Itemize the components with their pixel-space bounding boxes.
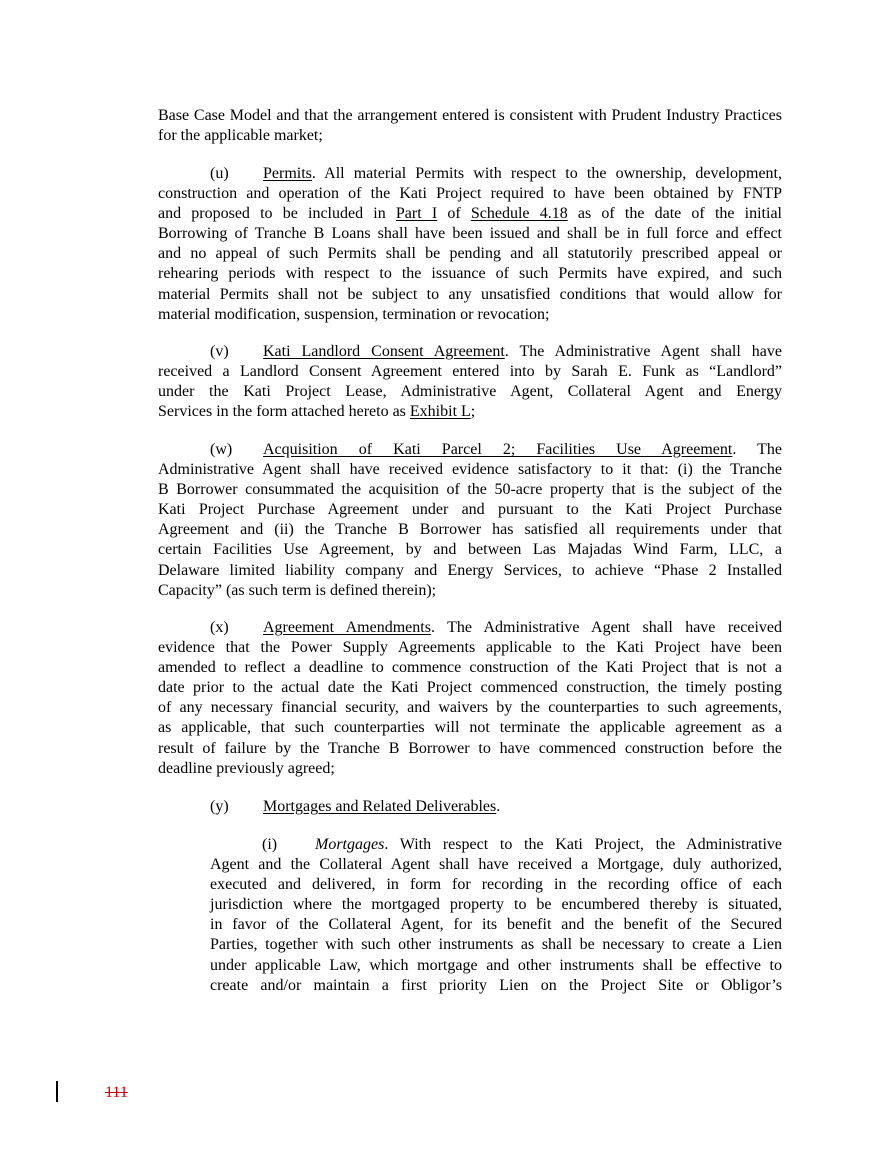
paragraph-label: (w): [210, 441, 233, 458]
text-line: [158, 561, 782, 581]
text-segment: in favor of the Collateral Agent, for its benefit and the benefit of the Secured: [210, 916, 782, 934]
underlined-heading: Mortgages and Related Deliverables: [263, 798, 497, 815]
text-line: [158, 126, 782, 146]
text-segment: . All material Permits with respect to the ownership, development,: [311, 165, 782, 182]
text-line: [158, 739, 782, 759]
text-line: [158, 520, 782, 540]
text-line: [158, 106, 782, 126]
text-line: [158, 759, 782, 779]
text-line: [158, 460, 782, 480]
paragraph-label: (i): [262, 836, 278, 853]
text-segment: Agent and the Collateral Agent shall have received a Mortgage, duly authorized,: [210, 856, 782, 874]
text-segment: received a Landlord Consent Agreement entered into by Sarah E. Funk as “Landlord”: [158, 363, 782, 381]
text-line: [210, 935, 782, 955]
text-line: [158, 224, 782, 244]
paragraph: [158, 797, 782, 817]
text-segment: . The Administrative Agent shall have received: [430, 619, 783, 636]
text-segment: .: [496, 798, 501, 815]
paragraph: [158, 618, 782, 779]
text-segment: certain Facilities Use Agreement, by and between Las Majadas Wind Farm, LLC, a: [158, 541, 782, 559]
text-line: [158, 204, 782, 224]
change-bar: [56, 1081, 58, 1102]
text-segment: material Permits shall not be subject to any unsatisfied conditions that would allow for: [158, 285, 782, 303]
underlined-heading: Permits: [263, 165, 312, 182]
text-segment: Parties, together with such other instruments as shall be necessary to create a Lien: [210, 936, 782, 954]
text-line: [158, 382, 782, 402]
text-line: [158, 264, 782, 284]
text-line: [158, 638, 782, 658]
text-line: [210, 915, 782, 935]
text-segment: Delaware limited liability company and Energy Services, to achieve “Phase 2 Installed: [158, 561, 782, 579]
text-segment: rehearing periods with respect to the issuance of such Permits have expired, and such: [158, 265, 782, 283]
text-line: [158, 540, 782, 560]
text-segment: of: [437, 205, 471, 223]
text-line: [158, 797, 782, 817]
text-line: [158, 618, 782, 638]
text-segment: and proposed to be included in: [158, 205, 396, 223]
paragraph-label: (y): [210, 798, 229, 815]
text-segment: evidence that the Power Supply Agreements applicable to the Kati Project have been: [158, 639, 782, 657]
text-segment: amended to reflect a deadline to commence construction of the Kati Project that is not a: [158, 659, 782, 677]
text-segment: result of failure by the Tranche B Borrower to have commenced construction before the: [158, 739, 782, 757]
text-line: [158, 305, 782, 325]
text-line: [158, 581, 782, 601]
underlined-heading: Part I: [395, 205, 438, 223]
text-segment: Services in the form attached hereto as: [158, 403, 410, 421]
paragraph: [158, 440, 782, 601]
text-segment: B Borrower consummated the acquisition of the 50-acre property that is the subject of the: [158, 481, 782, 499]
text-segment: executed and delivered, in form for recording in the recording office of each: [210, 876, 782, 894]
text-line: [158, 342, 782, 362]
text-line: [210, 956, 782, 976]
text-segment: . The: [732, 441, 782, 458]
text-segment: Administrative Agent shall have received evidence satisfactory to it that: (i) the Tranche: [158, 461, 782, 479]
text-line: [158, 362, 782, 382]
underlined-heading: Schedule 4.18: [470, 205, 568, 223]
text-line: [210, 875, 782, 895]
text-line: [210, 976, 782, 996]
text-line: [210, 855, 782, 875]
text-segment: as of the date of the initial: [567, 205, 782, 223]
italic-heading: Mortgages: [315, 836, 385, 853]
text-segment: as applicable, that such counterparties will not terminate the applicable agreement as a: [158, 719, 782, 737]
text-line: [158, 244, 782, 264]
text-line: [158, 440, 782, 460]
text-line: [158, 718, 782, 738]
underlined-heading: Kati Landlord Consent Agreement: [263, 343, 505, 360]
text-line: [158, 402, 782, 422]
paragraph: [158, 106, 782, 146]
underlined-heading: Exhibit L: [409, 403, 471, 421]
text-segment: and no appeal of such Permits shall be pending and all statutorily prescribed appeal or: [158, 245, 782, 263]
paragraph-label: (u): [210, 165, 229, 182]
text-segment: under the Kati Project Lease, Administrative Agent, Collateral Agent and Energy: [158, 383, 782, 401]
text-segment: . With respect to the Kati Project, the Administrative: [384, 836, 782, 853]
text-segment: ;: [470, 403, 476, 421]
paragraph-label: (x): [210, 619, 229, 636]
paragraph: [210, 835, 782, 996]
text-segment: Borrowing of Tranche B Loans shall have been issued and shall be in full force and effect: [158, 225, 782, 243]
paragraph: [158, 342, 782, 422]
text-line: [158, 184, 782, 204]
text-segment: jurisdiction where the mortgaged property to be encumbered thereby is situated,: [210, 896, 782, 914]
text-line: [158, 285, 782, 305]
text-segment: of any necessary financial security, and waivers by the counterparties to such agreements,: [158, 699, 782, 717]
text-line: [158, 500, 782, 520]
text-line: [158, 698, 782, 718]
text-segment: Capacity” (as such term is defined therein);: [158, 581, 437, 599]
underlined-heading: Agreement Amendments: [263, 619, 431, 636]
text-segment: create and/or maintain a first priority Lien on the Project Site or Obligor’s: [210, 976, 782, 994]
text-segment: Agreement and (ii) the Tranche B Borrower has satisfied all requirements under that: [158, 521, 782, 539]
text-segment: construction and operation of the Kati Project required to have been obtained by FNTP: [158, 185, 782, 203]
text-segment: date prior to the actual date the Kati Project commenced construction, the timely posting: [158, 679, 782, 697]
text-segment: material modification, suspension, termination or revocation;: [158, 305, 550, 323]
text-segment: for the applicable market;: [158, 127, 323, 145]
underlined-heading: Acquisition of Kati Parcel 2; Facilities Use Agreement: [263, 441, 733, 458]
page-number: 111: [105, 1084, 128, 1101]
text-segment: . The Administrative Agent shall have: [504, 343, 783, 360]
text-line: [158, 658, 782, 678]
text-line: [210, 835, 782, 855]
paragraph-label: (v): [210, 343, 229, 360]
text-line: [210, 895, 782, 915]
text-segment: under applicable Law, which mortgage and other instruments shall be effective to: [210, 956, 782, 974]
text-line: [158, 480, 782, 500]
text-segment: Base Case Model and that the arrangement entered is consistent with Prudent Industry Practices: [158, 107, 782, 124]
text-line: [158, 678, 782, 698]
text-line: [158, 164, 782, 184]
text-segment: Kati Project Purchase Agreement under and pursuant to the Kati Project Purchase: [158, 501, 782, 519]
text-segment: deadline previously agreed;: [158, 759, 335, 777]
paragraph: [158, 164, 782, 325]
